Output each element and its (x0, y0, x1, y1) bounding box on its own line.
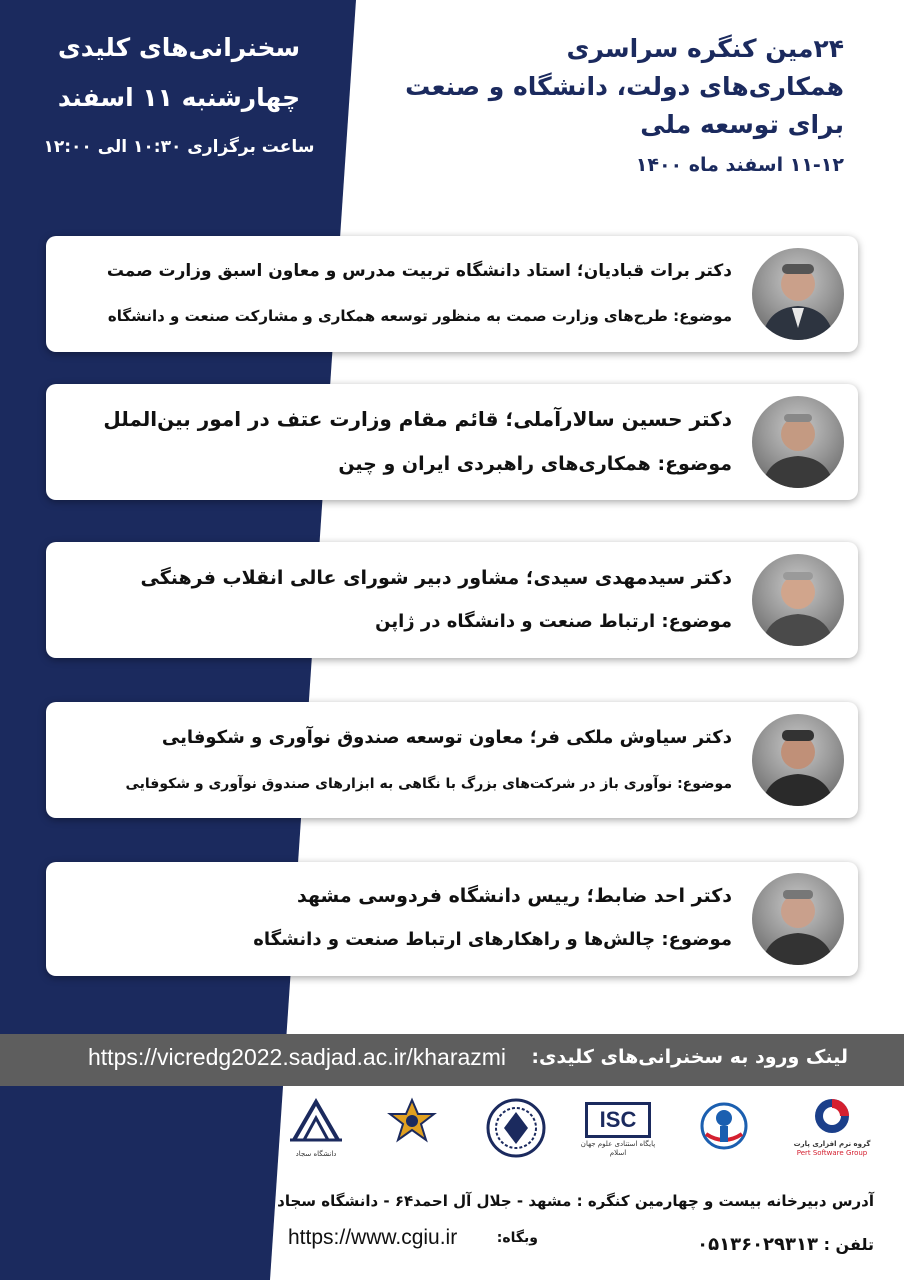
isc-badge: ISC (585, 1102, 651, 1138)
speaker-card (46, 236, 858, 352)
pert-caption-en: Pert Software Group (796, 1149, 868, 1157)
speaker-photo-avatar (752, 396, 844, 488)
person-icon (752, 554, 844, 646)
speaker-name-line: دکتر برات قبادیان؛ استاد دانشگاه تربیت مدرس و معاون اسبق وزارت صمت (106, 261, 732, 281)
keynote-header (18, 28, 340, 162)
speaker-photo-avatar (752, 248, 844, 340)
congress-header (364, 30, 844, 182)
footer-web-row (288, 1226, 538, 1256)
keynote-time: ساعت برگزاری ۱۰:۳۰ الی ۱۲:۰۰ (43, 137, 315, 157)
pert-emblem-icon (812, 1096, 852, 1136)
web-url[interactable]: https://www.cgiu.ir (288, 1226, 458, 1249)
seal-logo (474, 1096, 558, 1176)
sadjad-emblem-icon (284, 1096, 348, 1146)
sponsor-logos (270, 1096, 870, 1180)
star-emblem-icon (380, 1096, 444, 1146)
keynote-link-label: لینک ورود به سخنرانی‌های کلیدی: (531, 1046, 848, 1068)
web-label: وبگاه: (496, 1230, 538, 1246)
footer-phone-row (634, 1232, 874, 1258)
phone-number: ۰۵۱۳۶۰۲۹۳۱۳ (697, 1234, 818, 1255)
speaker-topic-line: موضوع: نوآوری باز در شرکت‌های بزرگ با نگاهی به ابزارهای صندوق نوآوری و شکوفایی (125, 776, 732, 792)
university-logo (682, 1096, 766, 1176)
pert-caption: گروه نرم افزاری پارت (793, 1140, 871, 1148)
seal-emblem-icon (484, 1096, 548, 1160)
phone-label: تلفن : (823, 1235, 874, 1254)
university-emblem-icon (692, 1096, 756, 1156)
congress-title-line-1: ۲۴مین کنگره سراسری (566, 34, 844, 63)
person-icon (752, 248, 844, 340)
keynote-link-bar (0, 1034, 904, 1086)
sadjad-caption: دانشگاه سجاد (295, 1150, 337, 1158)
speaker-topic-line: موضوع: ارتباط صنعت و دانشگاه در ژاپن (375, 611, 732, 632)
speaker-name-line: دکتر سیاوش ملکی فر؛ معاون توسعه صندوق نوآوری و شکوفایی (161, 727, 732, 748)
speaker-name-line: دکتر احد ضابط؛ رییس دانشگاه فردوسی مشهد (297, 885, 732, 907)
speaker-name-line: دکتر سیدمهدی سیدی؛ مشاور دبیر شورای عالی انقلاب فرهنگی (140, 567, 732, 589)
research-center-logo (370, 1096, 454, 1176)
speaker-topic-line: موضوع: چالش‌ها و راهکارهای ارتباط صنعت و دانشگاه (253, 929, 732, 950)
speaker-photo-avatar (752, 714, 844, 806)
speaker-topic-line: موضوع: طرح‌های وزارت صمت به منظور توسعه همکاری و مشارکت صنعت و دانشگاه (107, 307, 732, 325)
person-icon (752, 714, 844, 806)
speaker-card (46, 702, 858, 818)
speaker-topic-line: موضوع: همکاری‌های راهبردی ایران و چین (338, 453, 732, 475)
speaker-card (46, 384, 858, 500)
speaker-photo-avatar (752, 873, 844, 965)
speaker-card (46, 542, 858, 658)
isc-logo (576, 1096, 660, 1176)
pert-logo (790, 1096, 874, 1176)
footer-address: آدرس دبیرخانه بیست و چهارمین کنگره : مشهد - جلال آل احمد۶۴ - دانشگاه سجاد (277, 1192, 874, 1210)
keynote-day: چهارشنبه ۱۱ اسفند (57, 83, 301, 112)
congress-title-line-2: همکاری‌های دولت، دانشگاه و صنعت (405, 72, 844, 101)
keynote-title: سخنرانی‌های کلیدی (57, 33, 301, 62)
speaker-name-line: دکتر حسین سالارآملی؛ قائم مقام وزارت عتف در امور بین‌الملل (103, 407, 732, 431)
keynote-link-url[interactable]: https://vicredg2022.sadjad.ac.ir/kharazmi (88, 1044, 507, 1070)
congress-dates: ۱۱-۱۲ اسفند ماه ۱۴۰۰ (635, 154, 844, 176)
isc-caption: پایگاه استنادی علوم جهان اسلام (580, 1140, 656, 1157)
person-icon (752, 873, 844, 965)
sadjad-logo (274, 1096, 358, 1176)
congress-title-line-3: برای توسعه ملی (640, 110, 844, 139)
speaker-photo-avatar (752, 554, 844, 646)
speaker-card (46, 862, 858, 976)
person-icon (752, 396, 844, 488)
